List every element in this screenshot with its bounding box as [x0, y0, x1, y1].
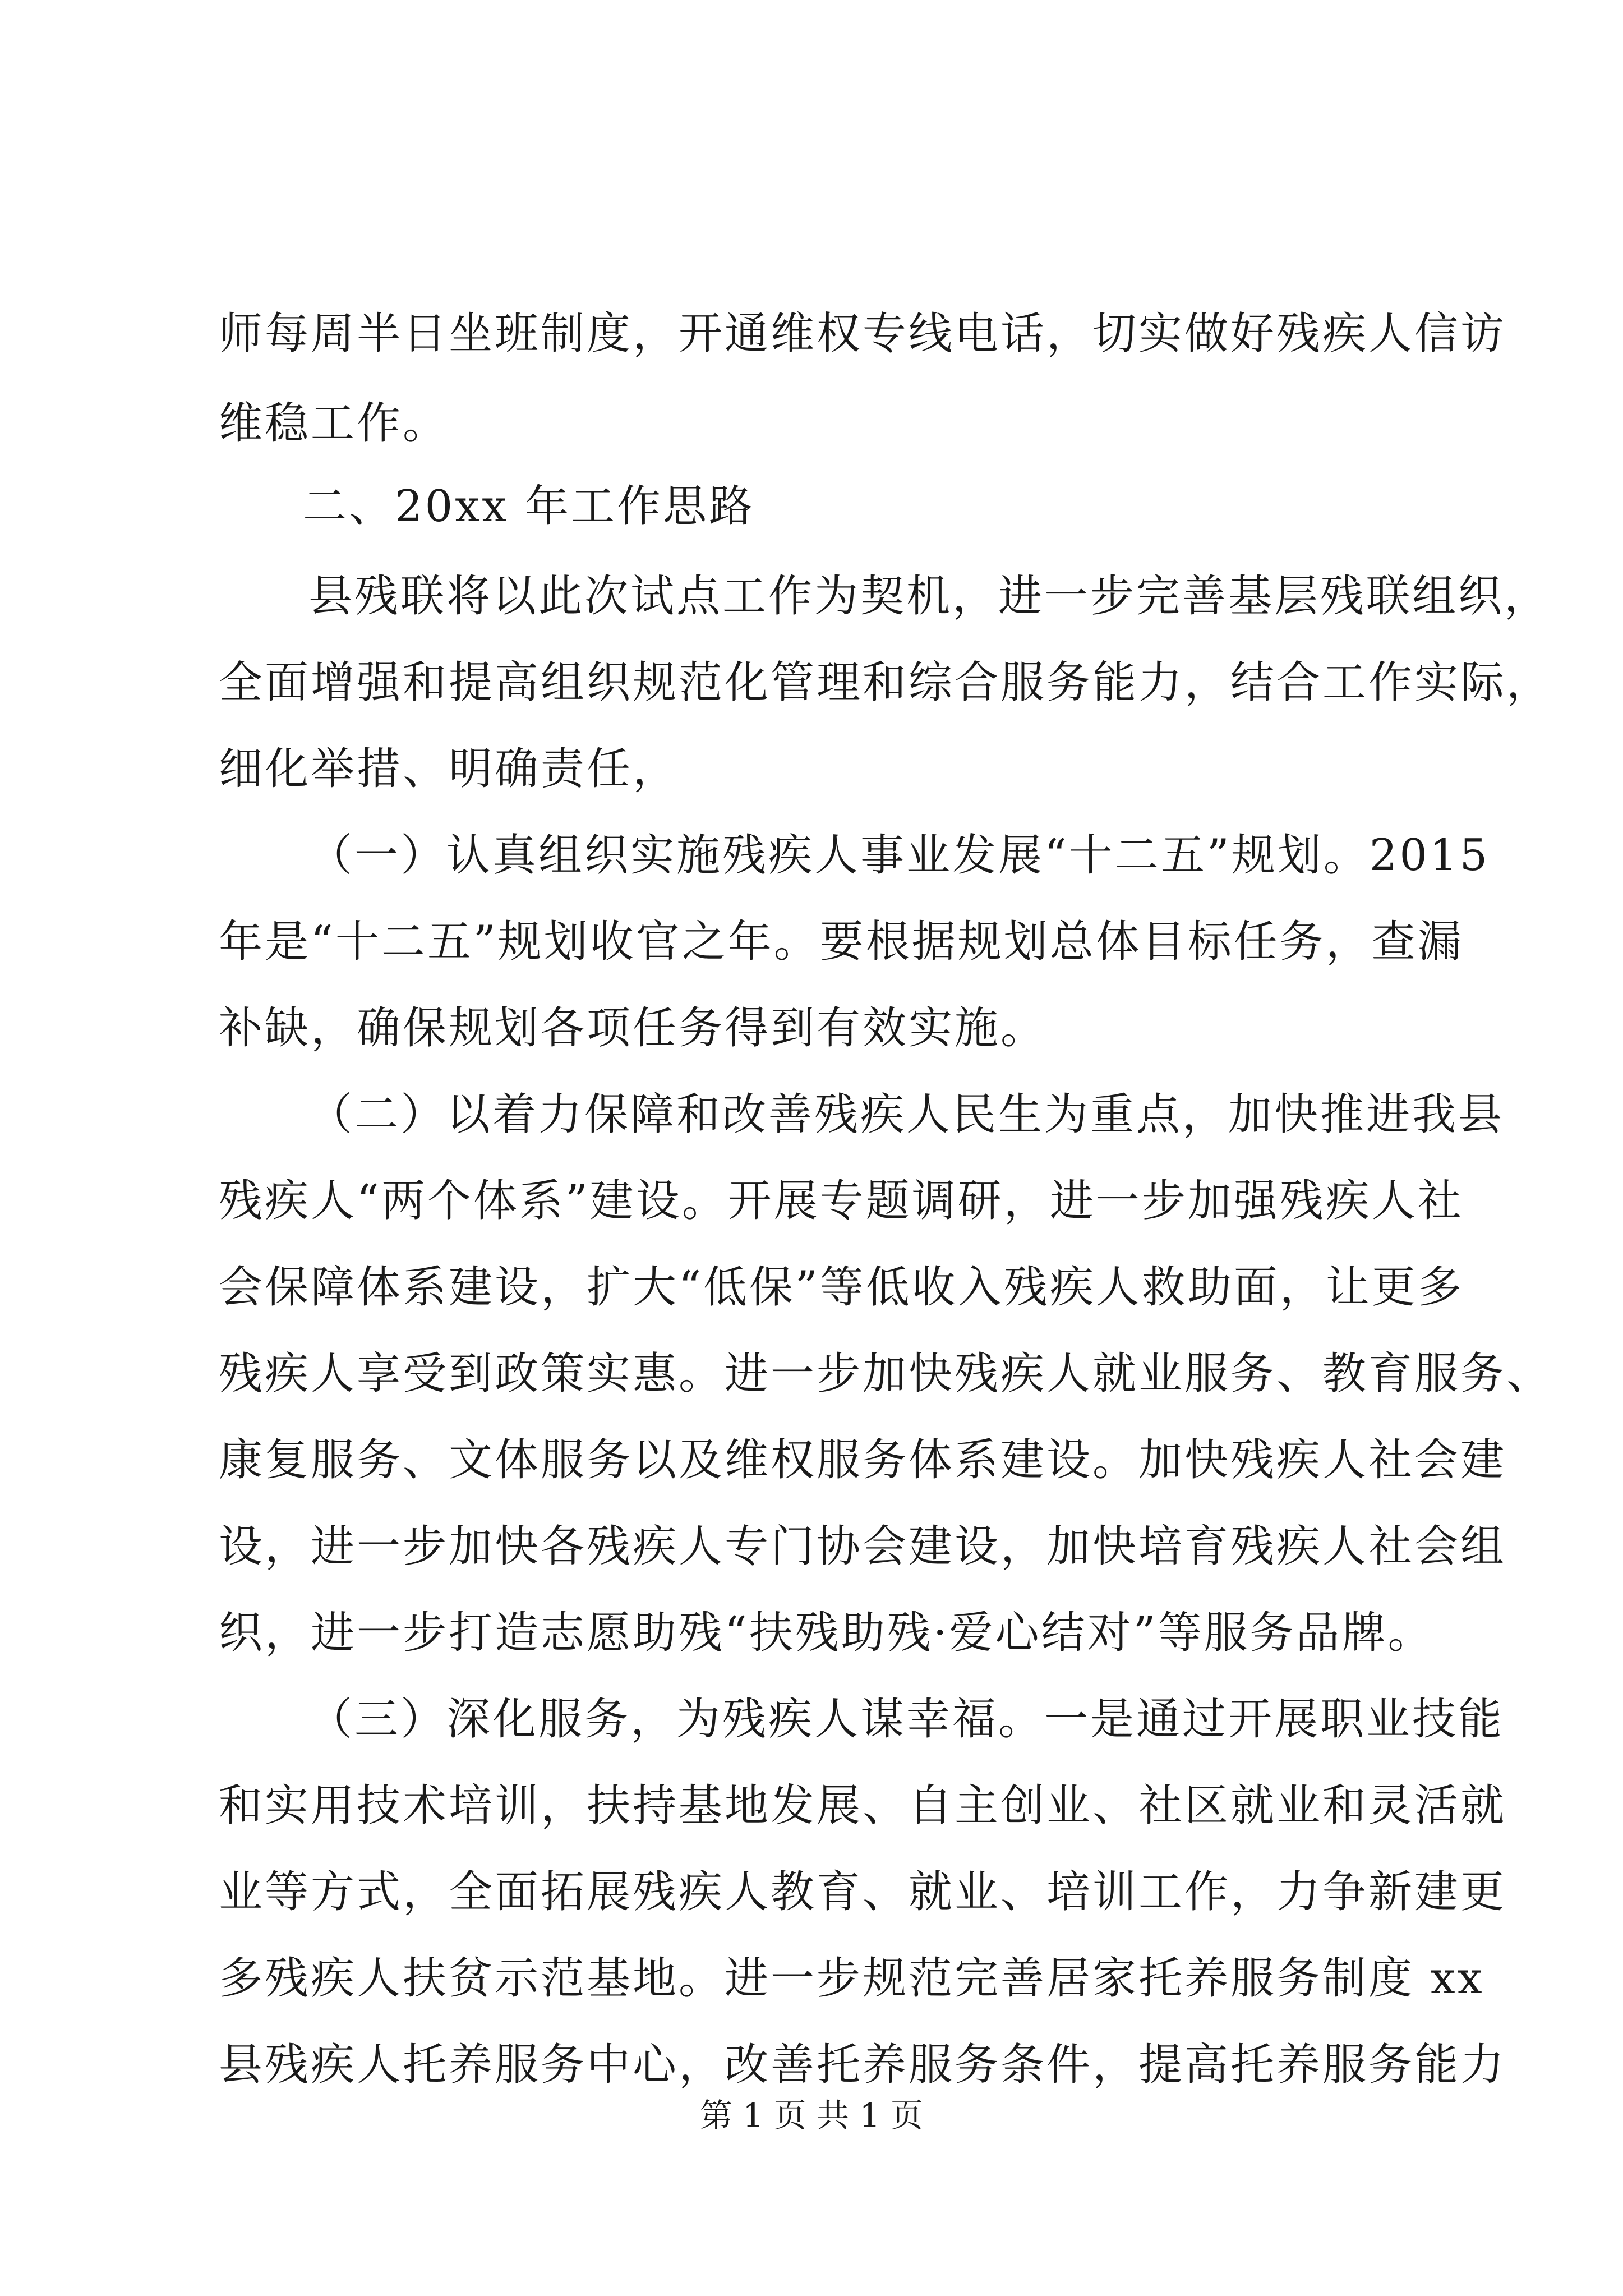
text-line-10: （二）以着力保障和改善残疾人民生为重点，加快推进我县: [308, 1089, 1505, 1140]
text-line-6: 细化举措、明确责任，: [219, 744, 679, 794]
text-line-8: 年是“十二五”规划收官之年。要根据规划总体目标任务，查漏: [219, 917, 1464, 967]
text-line-9: 补缺，确保规划各项任务得到有效实施。: [219, 1003, 1047, 1053]
text-line-14: 康复服务、文体服务以及维权服务体系建设。加快残疾人社会建: [219, 1435, 1507, 1485]
text-line-1: 师每周半日坐班制度，开通维权专线电话，切实做好残疾人信访: [219, 309, 1507, 359]
text-line-5: 全面增强和提高组织规范化管理和综合服务能力，结合工作实际，: [219, 657, 1553, 708]
text-line-13: 残疾人享受到政策实惠。进一步加快残疾人就业服务、教育服务、: [219, 1349, 1553, 1399]
text-line-15: 设，进一步加快各残疾人专门协会建设，加快培育残疾人社会组: [219, 1521, 1507, 1572]
text-line-7: （一）认真组织实施残疾人事业发展“十二五”规划。2015: [308, 830, 1490, 881]
text-line-19: 业等方式，全面拓展残疾人教育、就业、培训工作，力争新建更: [219, 1867, 1507, 1917]
text-line-16: 织，进一步打造志愿助残“扶残助残·爱心结对”等服务品牌。: [219, 1608, 1434, 1658]
text-line-21: 县残疾人托养服务中心，改善托养服务条件，提高托养服务能力: [219, 2040, 1507, 2090]
page-footer: 第 1 页 共 1 页: [700, 2096, 923, 2134]
text-line-11: 残疾人“两个体系”建设。开展专题调研，进一步加强残疾人社: [219, 1176, 1464, 1226]
text-line-4: 县残联将以此次试点工作为契机，进一步完善基层残联组织，: [308, 571, 1551, 622]
text-line-18: 和实用技术培训，扶持基地发展、自主创业、社区就业和灵活就: [219, 1780, 1507, 1831]
text-line-17: （三）深化服务，为残疾人谋幸福。一是通过开展职业技能: [308, 1694, 1505, 1745]
section-heading: 二、20xx 年工作思路: [303, 481, 755, 532]
text-line-20: 多残疾人扶贫示范基地。进一步规范完善居家托养服务制度 xx: [219, 1953, 1484, 2004]
text-line-2: 维稳工作。: [219, 398, 449, 449]
text-line-12: 会保障体系建设，扩大“低保”等低收入残疾人救助面，让更多: [219, 1262, 1464, 1313]
